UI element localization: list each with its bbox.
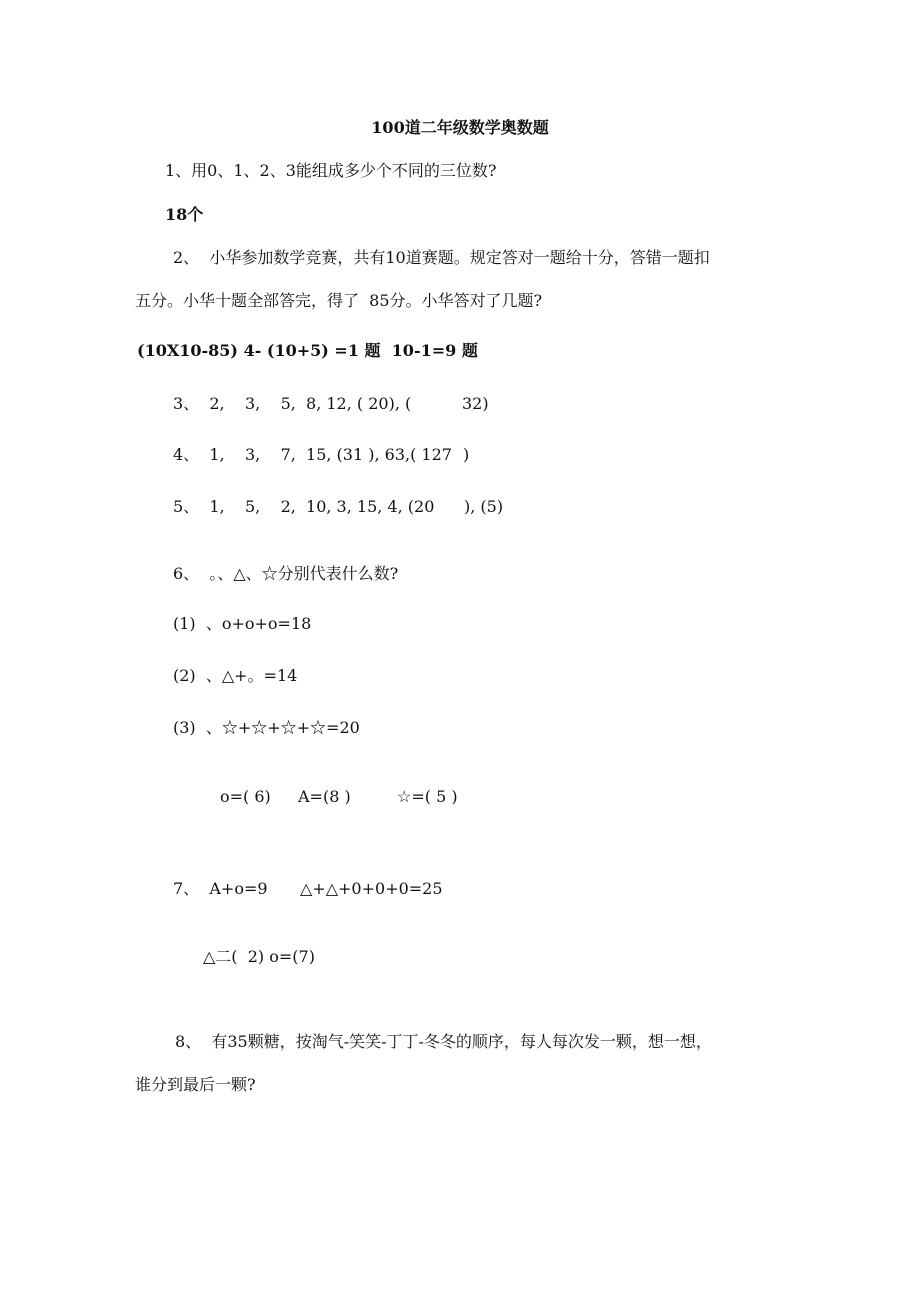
question-4-tail: ) — [463, 445, 470, 464]
page-title: 100道二年级数学奥数题 — [371, 118, 549, 137]
answer-7: △二( 2) o=(7) — [203, 947, 315, 966]
question-3: 3、 2, 3, 5, 8, 12, ( 20), ( — [173, 394, 412, 413]
question-8-line-2: 谁分到最后一颗? — [135, 1075, 256, 1094]
answer-6-star: ☆=( 5 ) — [397, 787, 458, 806]
question-7-part-1: 7、 A+o=9 — [173, 879, 268, 898]
question-4: 4、 1, 3, 7, 15, (31 ), 63,( 127 — [173, 445, 452, 464]
question-2-line-2: 五分。小华十题全部答完，得了 85分。小华答对了几题? — [135, 291, 543, 310]
question-5-tail: ), (5) — [464, 497, 504, 516]
question-3-tail: 32) — [462, 394, 489, 413]
question-5: 5、 1, 5, 2, 10, 3, 15, 4, (20 — [173, 497, 435, 516]
question-8-line-1: 8、 有35颗糖，按淘气-笑笑-丁丁-冬冬的顺序，每人每次发一颗，想一想， — [175, 1032, 712, 1051]
question-1: 1、用0、1、2、3能组成多少个不同的三位数? — [165, 161, 497, 180]
answer-6-circle: o=( 6) — [220, 787, 271, 806]
answer-2: (10X10-85) 4- (10+5) =1 题 10-1=9 题 — [137, 341, 478, 360]
question-6: 6、 。、△、☆分别代表什么数? — [173, 564, 399, 583]
question-6-equation-3: (3) 、☆+☆+☆+☆=20 — [173, 718, 360, 737]
answer-1: 18个 — [165, 205, 204, 224]
answer-6-triangle: A=(8 ) — [298, 787, 351, 806]
question-2-line-1: 2、 小华参加数学竞赛，共有10道赛题。规定答对一题给十分，答错一题扣 — [173, 248, 710, 267]
question-6-equation-2: (2) 、△+。=14 — [173, 666, 298, 685]
question-7-part-2: △+△+0+0+0=25 — [300, 879, 443, 898]
question-6-equation-1: (1) 、o+o+o=18 — [173, 614, 312, 633]
